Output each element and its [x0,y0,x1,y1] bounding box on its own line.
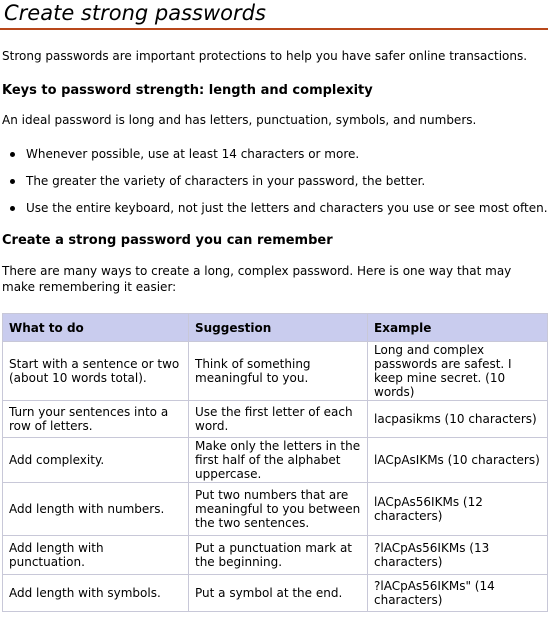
table-row [3,483,548,536]
cell-what-to-do: Add length with symbols. [3,575,189,612]
bullet-text: Whenever possible, use at least 14 characters or more. [26,147,360,161]
intro-paragraph: Strong passwords are important protections to help you have safer online transactions. [2,49,528,63]
column-header-what-to-do: What to do [3,314,189,342]
table-row [3,401,548,438]
cell-what-to-do: Add length with numbers. [3,483,189,536]
remember-paragraph: There are many ways to create a long, complex password. Here is one way that may make remembering it easier: [2,264,512,294]
cell-suggestion: Make only the letters in the first half of the alphabet uppercase. [189,438,368,483]
cell-what-to-do: Add complexity. [3,438,189,483]
keys-paragraph: An ideal password is long and has letters, punctuation, symbols, and numbers. [2,113,477,127]
cell-example: lACpAsIKMs (10 characters) [368,438,548,483]
table-row [3,536,548,575]
bullet-dot-icon [10,206,15,211]
table-row [3,575,548,612]
table-row [3,342,548,401]
bullet-dot-icon [10,152,15,157]
cell-suggestion: Put a symbol at the end. [189,575,368,612]
bullet-dot-icon [10,179,15,184]
cell-example: Long and complex passwords are safest. I keep mine secret. (10 words) [368,342,548,401]
cell-example: ?lACpAs56IKMs" (14 characters) [368,575,548,612]
cell-what-to-do: Add length with punctuation. [3,536,189,575]
cell-what-to-do: Turn your sentences into a row of letters. [3,401,189,438]
cell-example: lACpAs56IKMs (12 characters) [368,483,548,536]
table-header-row [3,314,548,342]
title-divider [0,28,548,30]
cell-suggestion: Put two numbers that are meaningful to you between the two sentences. [189,483,368,536]
cell-suggestion: Use the first letter of each word. [189,401,368,438]
cell-what-to-do: Start with a sentence or two (about 10 words total). [3,342,189,401]
keys-heading: Keys to password strength: length and complexity [2,83,373,98]
bullet-text: The greater the variety of characters in your password, the better. [26,174,426,188]
column-header-example: Example [368,314,548,342]
column-header-suggestion: Suggestion [189,314,368,342]
table-row [3,438,548,483]
remember-heading: Create a strong password you can remember [2,233,333,248]
cell-suggestion: Think of something meaningful to you. [189,342,368,401]
page-title: Create strong passwords [4,1,266,25]
cell-example: ?lACpAs56IKMs (13 characters) [368,536,548,575]
cell-suggestion: Put a punctuation mark at the beginning. [189,536,368,575]
password-steps-table [2,313,548,612]
cell-example: lacpasikms (10 characters) [368,401,548,438]
bullet-text: Use the entire keyboard, not just the letters and characters you use or see most often. [26,201,548,215]
